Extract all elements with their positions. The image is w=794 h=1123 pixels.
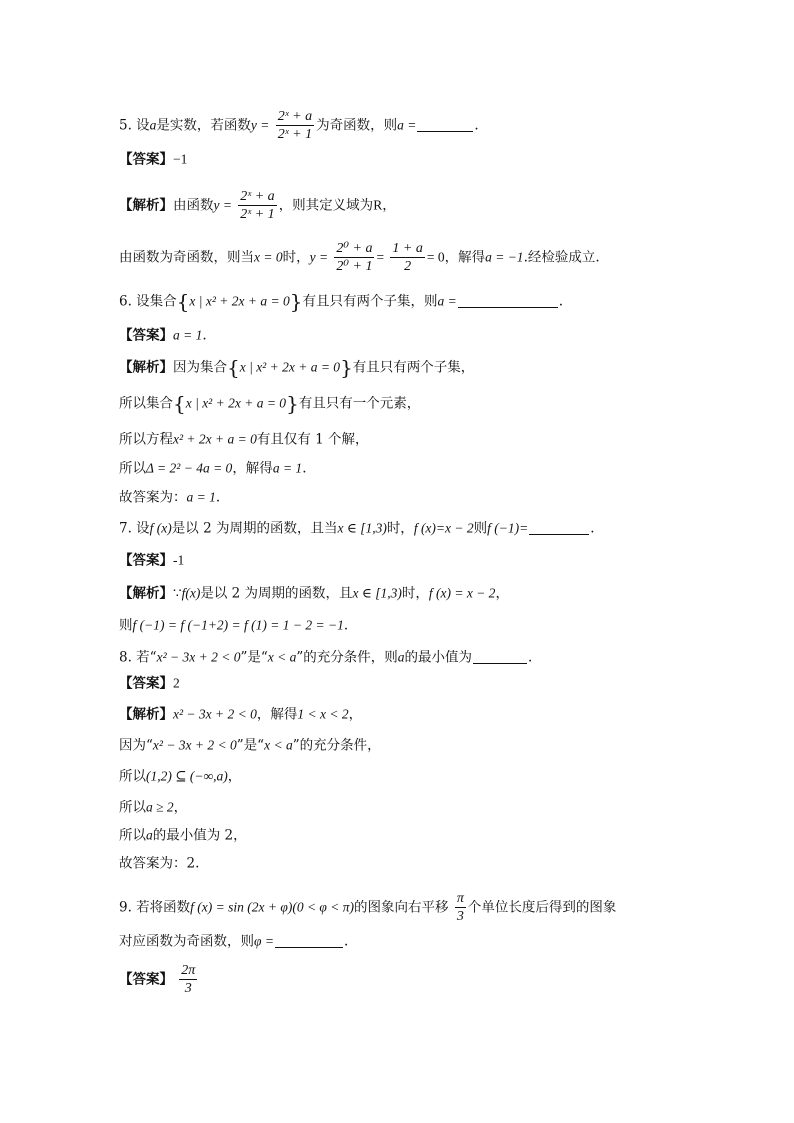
q9-answer-fraction: $\frac{2\pi}{3}$ bbox=[181, 963, 196, 996]
q7-analysis-line1: 【解析】∵f(x)是以 2 为周期的函数，且x ∈ [1,3)时，f (x) = x − 2， bbox=[119, 585, 509, 602]
q6-answer: 【答案】a = 1. bbox=[119, 327, 207, 344]
answer-blank bbox=[458, 295, 558, 308]
q5-fraction: $\frac{\text{2ˣ + a}}{\text{2ˣ + 1}}$ bbox=[277, 109, 313, 142]
q7-stem: 7. 设f (x)是以 2 为周期的函数，且当x ∈ [1,3)时，f (x)=x − 2则f (−1)= . bbox=[119, 520, 595, 537]
q8-analysis-line4: 所以a ≥ 2， bbox=[119, 799, 188, 816]
q5-analysis-line1: 【解析】由函数y = $\frac{\text{2ˣ + a}}{\text{2ˣ + 1}}$ ，则其定义域为R， bbox=[119, 189, 396, 222]
q9-fraction: $\frac{\pi}{3}$ bbox=[456, 891, 464, 924]
q9-stem: 9. 若将函数f (x) = sin (2x + φ)(0 < φ < π)的图象向右平移 $\frac{\pi}{3}$ 个单位长度后得到的图象 bbox=[119, 891, 617, 924]
q5-analysis-line2: 由函数为奇函数，则当x = 0时，y = $\frac{\text{2⁰ + a}}{\text{2⁰ + 1}}$ = $\frac{1 + a}{2}$ = 0，解得a = −1.经检验成立. bbox=[119, 241, 600, 274]
q6-analysis-line3: 所以方程x² + 2x + a = 0有且仅有 1 个解， bbox=[119, 431, 369, 448]
q9-answer: 【答案】 $\frac{2\pi}{3}$ bbox=[119, 963, 196, 996]
q6-analysis-line2: 所以集合{x | x² + 2x + a = 0}有且只有一个元素， bbox=[119, 391, 421, 416]
answer-blank bbox=[473, 651, 527, 664]
q6-analysis-line4: 所以Δ = 2² − 4a = 0，解得a = 1. bbox=[119, 460, 307, 477]
q6-stem: 6. 设集合{x | x² + 2x + a = 0}有且只有两个子集，则a = . bbox=[119, 289, 564, 314]
q5-answer: 【答案】−1 bbox=[119, 151, 188, 168]
q8-analysis-line2: 因为“x² − 3x + 2 < 0”是“x < a”的充分条件， bbox=[119, 737, 381, 754]
q8-answer: 【答案】2 bbox=[119, 675, 180, 692]
q8-analysis-line6: 故答案为：2. bbox=[119, 855, 200, 872]
q8-analysis-line1: 【解析】x² − 3x + 2 < 0，解得1 < x < 2， bbox=[119, 706, 363, 723]
answer-blank bbox=[529, 522, 589, 535]
q5-stem: 5. 设a是实数，若函数y = $\frac{\text{2ˣ + a}}{\text{2ˣ + 1}}$ 为奇函数，则a = . bbox=[119, 109, 479, 142]
q9-stem-line2: 对应函数为奇函数，则φ = . bbox=[119, 933, 349, 950]
q7-analysis-line2: 则f (−1) = f (−1+2) = f (1) = 1 − 2 = −1. bbox=[119, 617, 349, 634]
answer-blank bbox=[417, 119, 473, 132]
q8-analysis-line3: 所以(1,2) ⊆ (−∞,a)， bbox=[119, 768, 242, 785]
q6-analysis-line5: 故答案为：a = 1. bbox=[119, 489, 221, 506]
q8-stem: 8. 若“x² − 3x + 2 < 0”是“x < a”的充分条件，则a的最小值为 . bbox=[119, 649, 533, 666]
q8-analysis-line5: 所以a的最小值为 2， bbox=[119, 827, 247, 844]
q7-answer: 【答案】-1 bbox=[119, 552, 185, 569]
answer-blank bbox=[275, 935, 343, 948]
q6-analysis-line1: 【解析】因为集合{x | x² + 2x + a = 0}有且只有两个子集， bbox=[119, 355, 475, 380]
